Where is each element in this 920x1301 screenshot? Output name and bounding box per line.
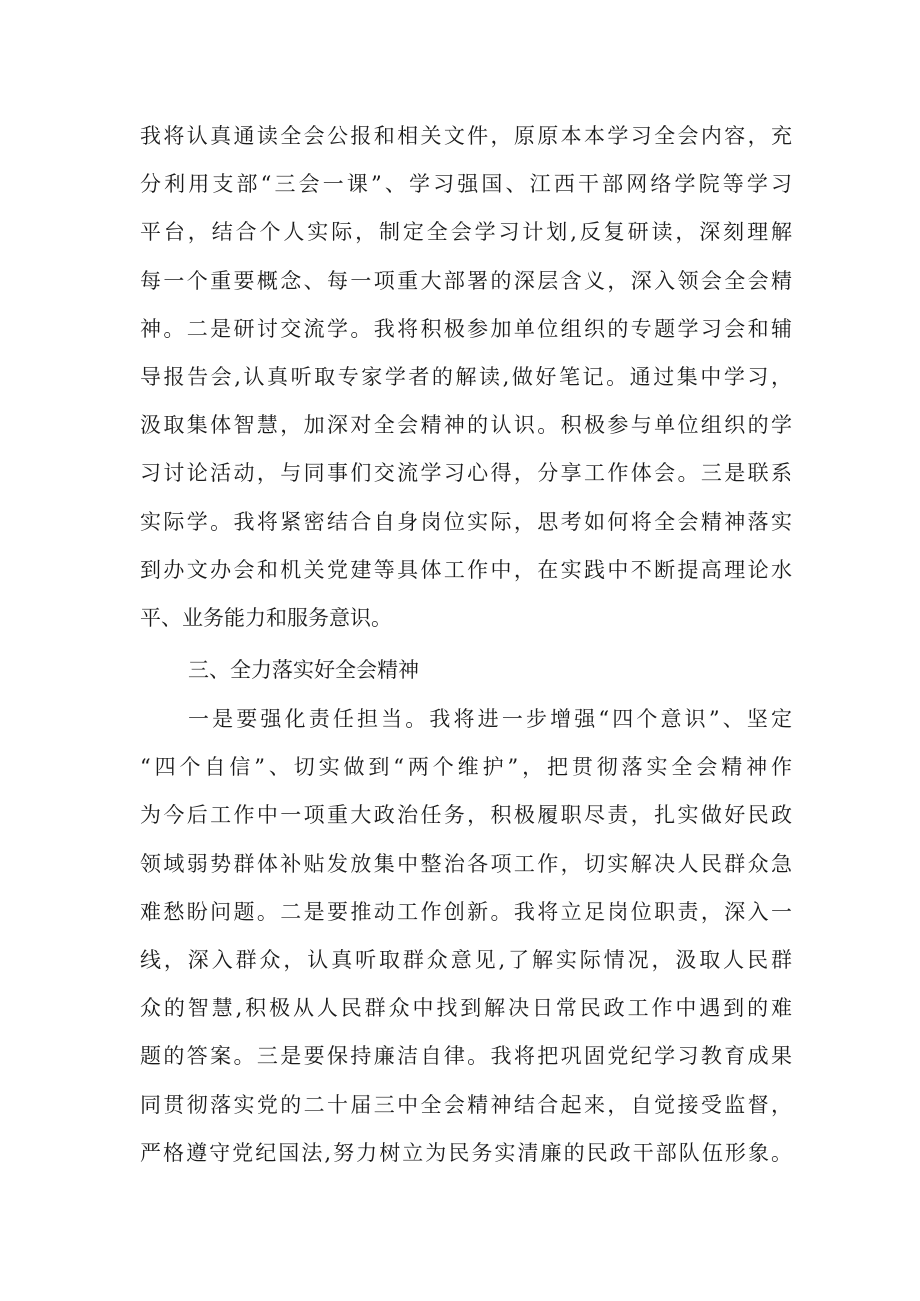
- text-line: 到办文办会和机关党建等具体工作中，在实践中不断提高理论水: [140, 557, 792, 582]
- text-line: 题的答案。三是要保持廉洁自律。我将把巩固党纪学习教育成果: [140, 1044, 792, 1069]
- text-line: 平台，结合个人实际，制定全会学习计划,反复研读，深刻理解: [140, 220, 792, 245]
- text-line: 为今后工作中一项重大政治任务，积极履职尽责，扎实做好民政: [140, 803, 792, 828]
- text-line: 平、业务能力和服务意识。: [140, 605, 392, 630]
- text-line: 习讨论活动，与同事们交流学习心得，分享工作体会。三是联系: [140, 461, 792, 486]
- text-line: 分利用支部“三会一课”、学习强国、江西干部网络学院等学习: [140, 172, 792, 197]
- paragraph-study: [140, 112, 792, 642]
- text-line: 我将认真通读全会公报和相关文件，原原本本学习全会内容，充: [140, 124, 792, 148]
- paragraph-implement: [140, 695, 792, 1177]
- text-line: 实际学。我将紧密结合自身岗位实际，思考如何将全会精神落实: [140, 509, 792, 534]
- text-line: “四个自信”、切实做到“两个维护”，把贯彻落实全会精神作: [140, 755, 792, 780]
- text-line: 一是要强化责任担当。我将进一步增强“四个意识”、坚定: [188, 707, 792, 731]
- text-line: 汲取集体智慧，加深对全会精神的认识。积极参与单位组织的学: [140, 413, 792, 438]
- section-heading: 三、全力落实好全会精神: [188, 658, 419, 682]
- text-line: 导报告会,认真听取专家学者的解读,做好笔记。通过集中学习，: [140, 364, 792, 389]
- text-line: 严格遵守党纪国法,努力树立为民务实清廉的民政干部队伍形象。: [140, 1140, 792, 1165]
- text-line: 同贯彻落实党的二十届三中全会精神结合起来，自觉接受监督，: [140, 1092, 792, 1117]
- text-line: 领域弱势群体补贴发放集中整治各项工作，切实解决人民群众急: [140, 851, 792, 876]
- text-line: 神。二是研讨交流学。我将积极参加单位组织的专题学习会和辅: [140, 316, 792, 341]
- text-line: 难愁盼问题。二是要推动工作创新。我将立足岗位职责，深入一: [140, 899, 792, 924]
- text-line: 众的智慧,积极从人民群众中找到解决日常民政工作中遇到的难: [140, 996, 792, 1021]
- text-line: 每一个重要概念、每一项重大部署的深层含义，深入领会全会精: [140, 268, 792, 293]
- text-line: 线，深入群众，认真听取群众意见,了解实际情况，汲取人民群: [140, 947, 792, 972]
